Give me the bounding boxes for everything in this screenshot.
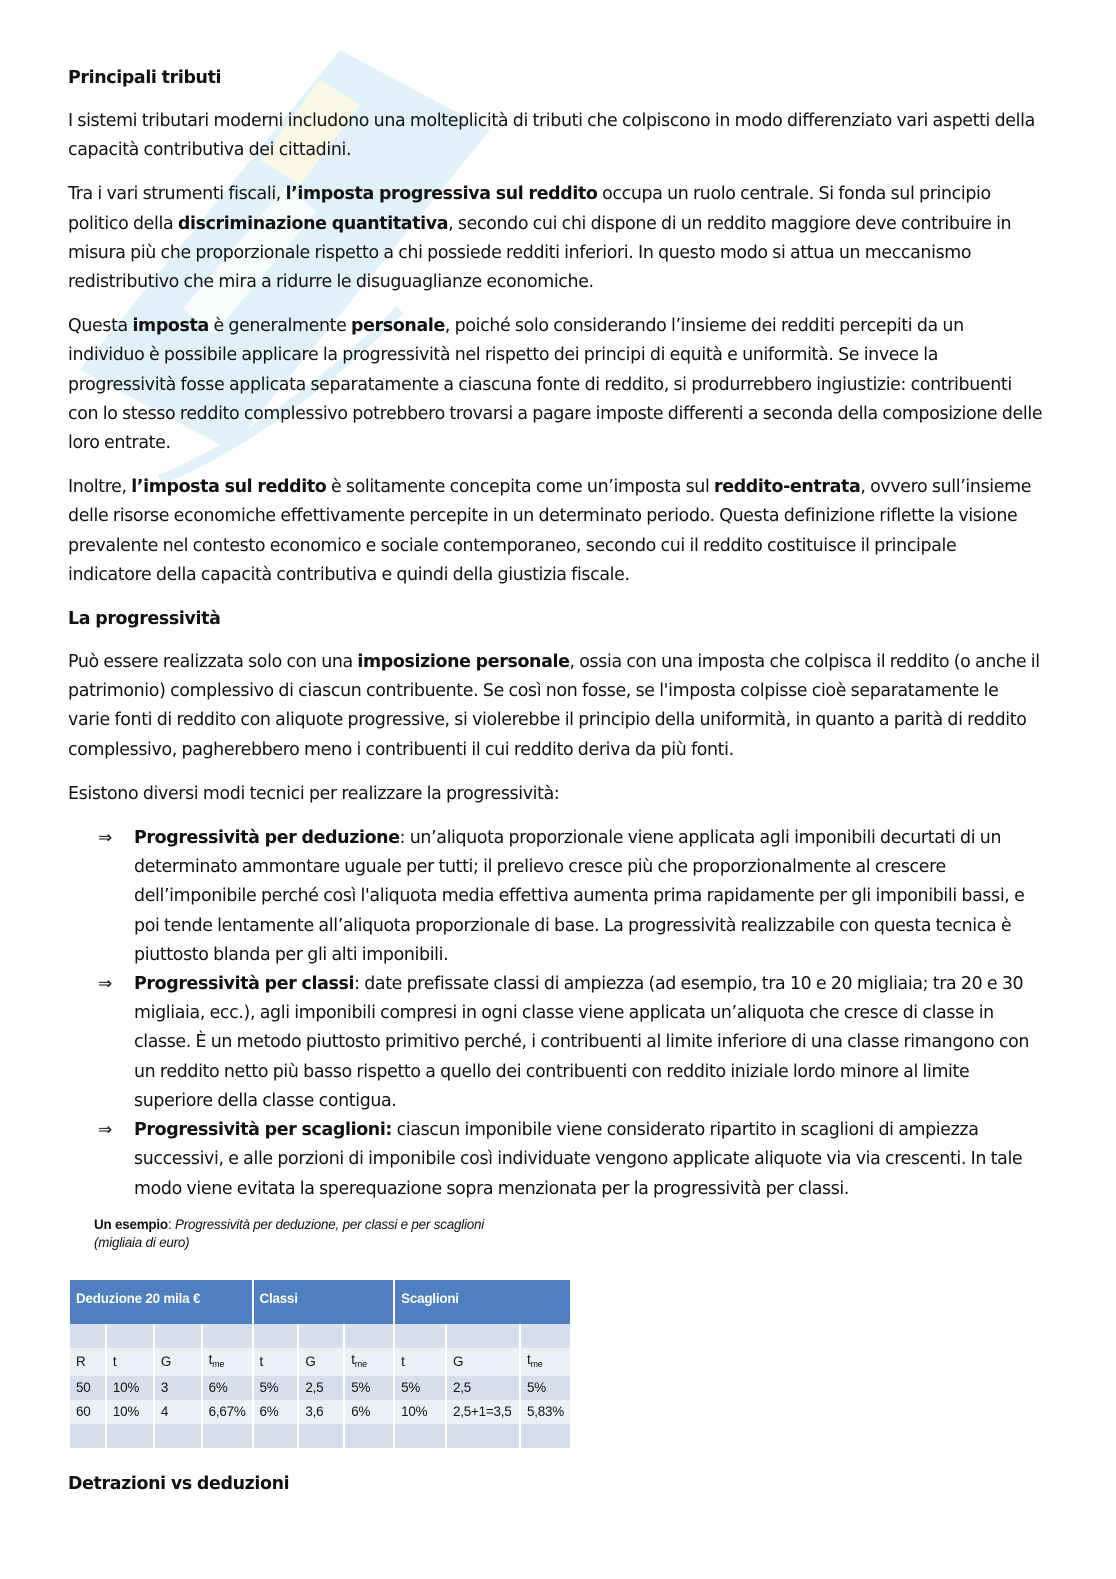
column-label: t xyxy=(351,1351,355,1367)
text: , ossia con una imposta che colpisca il reddito (o anche il patrimonio) complessivo di ciascun contribuente. Se così non fosse, se l'imposta colpisse cioè separatamente le varie fonti di reddito con aliquote progressive, si violerebbe il principio della uniformità, in quanto a parità di reddito complessivo, pagherebbero meno i contribuenti il cui reddito deriva da più fonti. xyxy=(68,652,1040,760)
table-cell: 2,5 xyxy=(298,1376,344,1400)
heading-principali-tributi: Principali tributi xyxy=(68,68,222,88)
spacer-cell xyxy=(202,1424,253,1448)
spacer-cell xyxy=(253,1424,299,1448)
text: Inoltre, xyxy=(68,477,132,498)
spacer-cell xyxy=(446,1324,520,1348)
table-cell: 10% xyxy=(106,1400,154,1424)
column-label: t xyxy=(526,1351,531,1367)
list-item-title: Progressività per scaglioni: xyxy=(134,1120,393,1141)
table-cell: 2,5+1=3,5 xyxy=(446,1400,520,1424)
spacer-cell xyxy=(394,1324,446,1348)
spacer-cell xyxy=(520,1424,570,1448)
list-item-title: Progressività per deduzione xyxy=(134,828,400,849)
spacer-cell xyxy=(70,1324,106,1348)
column-header xyxy=(202,1348,253,1376)
example-table xyxy=(70,1280,570,1448)
text: Tra i vari strumenti fiscali, xyxy=(68,184,286,205)
paragraph-imposizione-personale xyxy=(68,648,1044,765)
bold-text: imposizione personale xyxy=(357,652,570,673)
table-group-header: Scaglioni xyxy=(394,1280,570,1324)
text: occupa un ruolo centrale. Si fonda sul principio politico della xyxy=(68,184,991,234)
table-group-header: Deduzione 20 mila € xyxy=(70,1280,253,1324)
table-cell: 6% xyxy=(253,1400,299,1424)
table-cell: 6% xyxy=(202,1376,253,1400)
text: è generalmente xyxy=(208,316,352,337)
paragraph-modi-tecnici: Esistono diversi modi tecnici per realizzare la progressività: xyxy=(68,783,560,804)
table-cell: 5% xyxy=(344,1376,394,1400)
table-spacer-row xyxy=(70,1324,570,1348)
example-title: Progressività per deduzione, per classi e per scaglioni xyxy=(171,1216,485,1232)
table-row xyxy=(70,1400,570,1424)
table-cell: 4 xyxy=(154,1400,202,1424)
spacer-cell xyxy=(344,1424,394,1448)
paragraph-intro: I sistemi tributari moderni includono una molteplicità di tributi che colpiscono in modo differenziato vari aspetti della capacità contributiva dei cittadini. xyxy=(68,111,1035,161)
bold-text: personale xyxy=(351,316,445,337)
list-item-text: : date prefissate classi di ampiezza (ad esempio, tra 10 e 20 migliaia; tra 20 e 30 migliaia, ecc.), agli imponibili compresi in ogni classe viene applicata un’aliquota che cresce di classe in classe. È un metodo piuttosto primitivo perché, i contribuenti al limite inferiore di una classe rimangono con un reddito netto più basso rispetto a quello dei contribuenti con reddito iniziale lordo minore al limite superiore della classe contigua. xyxy=(134,974,1030,1111)
column-header xyxy=(520,1348,570,1376)
table-cell: 6,67% xyxy=(202,1400,253,1424)
arrow-right-icon: ⇒ xyxy=(98,974,112,995)
table-column-header-row xyxy=(70,1348,570,1376)
column-header: t xyxy=(253,1348,299,1376)
bold-text: discriminazione quantitativa xyxy=(177,213,449,234)
table-cell: 5% xyxy=(253,1376,299,1400)
spacer-cell xyxy=(202,1324,253,1348)
text: , ovvero sull’insieme delle risorse economiche effettivamente percepite in un determinato periodo. Questa definizione riflette la visione prevalente nel contesto economico e sociale contemporaneo, secondo cui il reddito costituisce il principale indicatore della capacità contributiva e quindi della giustizia fiscale. xyxy=(68,477,1032,585)
column-header xyxy=(344,1348,394,1376)
spacer-cell xyxy=(106,1424,154,1448)
paragraph-imposta-progressiva xyxy=(68,180,1044,297)
table-group-header: Classi xyxy=(253,1280,395,1324)
list-item xyxy=(98,824,1044,970)
spacer-cell xyxy=(106,1324,154,1348)
column-header: R xyxy=(70,1348,106,1376)
table-cell: 50 xyxy=(70,1376,106,1400)
list-item xyxy=(98,970,1044,1116)
progressivity-methods-list xyxy=(68,824,1044,1204)
list-item-text: : un’aliquota proporzionale viene applicata agli imponibili decurtati di un determinato ammontare uguale per tutti; il prelievo cresce più che proporzionalmente al crescere dell’imponibile perché così l'aliquota media effettiva aumenta prima rapidamente per gli imponibili bassi, e poi tende lentamente all’aliquota proporzionale di base. La progressività realizzabile con questa tecnica è piuttosto blanda per gli alti imponibili. xyxy=(134,828,1025,965)
column-subscript: me xyxy=(212,1358,225,1369)
example-table-wrapper xyxy=(70,1280,570,1448)
list-item-title: Progressività per classi xyxy=(134,974,355,995)
heading-detrazioni-deduzioni: Detrazioni vs deduzioni xyxy=(68,1473,290,1494)
paragraph-reddito-entrata xyxy=(68,473,1044,590)
example-caption xyxy=(94,1216,1044,1252)
spacer-cell xyxy=(298,1424,344,1448)
bold-text: l’imposta progressiva sul reddito xyxy=(285,184,598,205)
column-subscript: me xyxy=(530,1358,543,1369)
column-header: t xyxy=(394,1348,446,1376)
list-item xyxy=(98,1116,1044,1204)
table-cell: 3 xyxy=(154,1376,202,1400)
bold-text: reddito-entrata xyxy=(714,477,861,498)
spacer-cell xyxy=(298,1324,344,1348)
table-spacer-row xyxy=(70,1424,570,1448)
column-subscript: me xyxy=(354,1358,367,1369)
spacer-cell xyxy=(446,1424,520,1448)
table-cell: 3,6 xyxy=(298,1400,344,1424)
table-cell: 2,5 xyxy=(446,1376,520,1400)
bold-text: imposta xyxy=(132,316,209,337)
spacer-cell xyxy=(154,1324,202,1348)
text: è solitamente concepita come un’imposta sul xyxy=(326,477,715,498)
text: Questa xyxy=(68,316,133,337)
table-cell: 10% xyxy=(394,1400,446,1424)
bold-text: l’imposta sul reddito xyxy=(131,477,327,498)
table-cell: 5% xyxy=(520,1376,570,1400)
table-cell: 5,83% xyxy=(520,1400,570,1424)
column-label: t xyxy=(208,1351,213,1367)
paragraph-imposta-personale xyxy=(68,312,1044,458)
spacer-cell xyxy=(154,1424,202,1448)
spacer-cell xyxy=(344,1324,394,1348)
column-header: t xyxy=(106,1348,154,1376)
example-colon: : xyxy=(167,1216,172,1232)
column-header: G xyxy=(298,1348,344,1376)
spacer-cell xyxy=(253,1324,299,1348)
spacer-cell xyxy=(394,1424,446,1448)
text: , secondo cui chi dispone di un reddito maggiore deve contribuire in misura più che proporzionale rispetto a chi possiede redditi inferiori. In questo modo si attua un meccanismo redistributivo che mira a ridurre le disuguaglianze economiche. xyxy=(68,213,1012,293)
arrow-right-icon: ⇒ xyxy=(98,828,112,849)
list-item-text: ciascun imponibile viene considerato ripartito in scaglioni di ampiezza successivi, e alle porzioni di imponibile così individuate vengono applicate aliquote via via crescenti. In tale modo viene evitata la sperequazione sopra menzionata per la progressività per classi. xyxy=(134,1120,1023,1199)
example-units: (migliaia di euro) xyxy=(94,1234,190,1250)
heading-progressivita: La progressività xyxy=(68,609,221,630)
table-cell: 10% xyxy=(106,1376,154,1400)
table-row xyxy=(70,1376,570,1400)
document-page xyxy=(68,64,1044,1513)
table-cell: 5% xyxy=(394,1376,446,1400)
table-cell: 60 xyxy=(70,1400,106,1424)
table-cell: 6% xyxy=(344,1400,394,1424)
spacer-cell xyxy=(70,1424,106,1448)
column-header: G xyxy=(446,1348,520,1376)
arrow-right-icon: ⇒ xyxy=(98,1120,112,1141)
text: , poiché solo considerando l’insieme dei redditi percepiti da un individuo è possibile applicare la progressività nel rispetto dei principi di equità e uniformità. Se invece la progressività fosse applicata separatamente a ciascuna fonte di reddito, si produrrebbero ingiustizie: contribuenti con lo stesso reddito complessivo potrebbero trovarsi a pagare imposte differenti a seconda della composizione delle loro entrate. xyxy=(68,316,1043,454)
spacer-cell xyxy=(520,1324,570,1348)
example-label: Un esempio xyxy=(94,1216,168,1232)
text: Può essere realizzata solo con una xyxy=(68,652,358,673)
column-header: G xyxy=(154,1348,202,1376)
